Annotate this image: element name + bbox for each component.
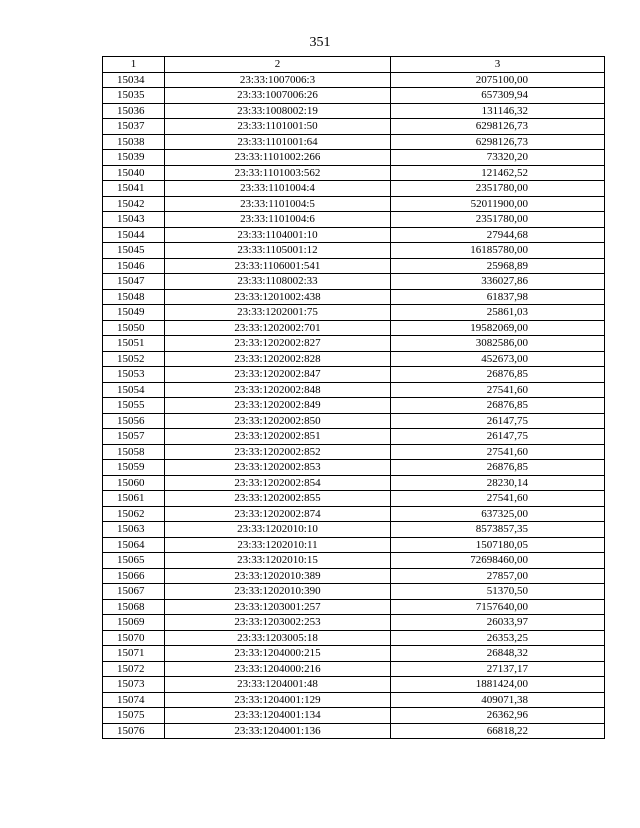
table-row xyxy=(103,413,605,429)
cadastral-number-cell: 23:33:1203001:257 xyxy=(165,599,391,615)
value-cell: 27541,60 xyxy=(391,444,605,460)
table-row xyxy=(103,274,605,290)
value-cell: 336027,86 xyxy=(391,274,605,290)
table-row xyxy=(103,119,605,135)
table-row xyxy=(103,367,605,383)
row-number-cell: 15066 xyxy=(103,568,165,584)
value-cell: 6298126,73 xyxy=(391,134,605,150)
cadastral-number-cell: 23:33:1101004:6 xyxy=(165,212,391,228)
value-cell: 26848,32 xyxy=(391,646,605,662)
cadastral-number-cell: 23:33:1104001:10 xyxy=(165,227,391,243)
table-row xyxy=(103,336,605,352)
table-row xyxy=(103,196,605,212)
cadastral-number-cell: 23:33:1202010:390 xyxy=(165,584,391,600)
row-number-cell: 15040 xyxy=(103,165,165,181)
cadastral-number-cell: 23:33:1105001:12 xyxy=(165,243,391,259)
table-header-row xyxy=(103,57,605,73)
row-number-cell: 15074 xyxy=(103,692,165,708)
value-cell: 26147,75 xyxy=(391,429,605,445)
row-number-cell: 15035 xyxy=(103,88,165,104)
table-row xyxy=(103,103,605,119)
value-cell: 51370,50 xyxy=(391,584,605,600)
cadastral-number-cell: 23:33:1204001:134 xyxy=(165,708,391,724)
row-number-cell: 15047 xyxy=(103,274,165,290)
value-cell: 131146,32 xyxy=(391,103,605,119)
row-number-cell: 15060 xyxy=(103,475,165,491)
table-row xyxy=(103,72,605,88)
row-number-cell: 15062 xyxy=(103,506,165,522)
table-row xyxy=(103,615,605,631)
row-number-cell: 15059 xyxy=(103,460,165,476)
value-cell: 1881424,00 xyxy=(391,677,605,693)
table-row xyxy=(103,134,605,150)
row-number-cell: 15045 xyxy=(103,243,165,259)
value-cell: 26362,96 xyxy=(391,708,605,724)
table-row xyxy=(103,181,605,197)
table-row xyxy=(103,537,605,553)
value-cell: 121462,52 xyxy=(391,165,605,181)
value-cell: 409071,38 xyxy=(391,692,605,708)
table-row xyxy=(103,398,605,414)
row-number-cell: 15054 xyxy=(103,382,165,398)
cadastral-number-cell: 23:33:1202002:853 xyxy=(165,460,391,476)
row-number-cell: 15070 xyxy=(103,630,165,646)
value-cell: 7157640,00 xyxy=(391,599,605,615)
cadastral-number-cell: 23:33:1202002:855 xyxy=(165,491,391,507)
cadastral-number-cell: 23:33:1202002:827 xyxy=(165,336,391,352)
table-row xyxy=(103,646,605,662)
table-row xyxy=(103,475,605,491)
table-row xyxy=(103,227,605,243)
value-cell: 27857,00 xyxy=(391,568,605,584)
cadastral-number-cell: 23:33:1007006:26 xyxy=(165,88,391,104)
cadastral-number-cell: 23:33:1204000:216 xyxy=(165,661,391,677)
value-cell: 26033,97 xyxy=(391,615,605,631)
registry-table xyxy=(102,56,605,739)
cadastral-number-cell: 23:33:1202010:10 xyxy=(165,522,391,538)
cadastral-number-cell: 23:33:1202002:874 xyxy=(165,506,391,522)
value-cell: 3082586,00 xyxy=(391,336,605,352)
value-cell: 61837,98 xyxy=(391,289,605,305)
cadastral-number-cell: 23:33:1202002:854 xyxy=(165,475,391,491)
table-row xyxy=(103,444,605,460)
row-number-cell: 15041 xyxy=(103,181,165,197)
row-number-cell: 15055 xyxy=(103,398,165,414)
table-row xyxy=(103,289,605,305)
table-row xyxy=(103,522,605,538)
cadastral-number-cell: 23:33:1204001:136 xyxy=(165,723,391,739)
cadastral-number-cell: 23:33:1101001:50 xyxy=(165,119,391,135)
value-cell: 2351780,00 xyxy=(391,181,605,197)
value-cell: 25861,03 xyxy=(391,305,605,321)
cadastral-number-cell: 23:33:1203002:253 xyxy=(165,615,391,631)
value-cell: 26353,25 xyxy=(391,630,605,646)
cadastral-number-cell: 23:33:1007006:3 xyxy=(165,72,391,88)
cadastral-number-cell: 23:33:1008002:19 xyxy=(165,103,391,119)
cadastral-number-cell: 23:33:1202010:15 xyxy=(165,553,391,569)
row-number-cell: 15048 xyxy=(103,289,165,305)
cadastral-number-cell: 23:33:1202002:850 xyxy=(165,413,391,429)
table-row xyxy=(103,460,605,476)
cadastral-number-cell: 23:33:1101004:4 xyxy=(165,181,391,197)
table-row xyxy=(103,258,605,274)
column-header-1: 1 xyxy=(103,57,165,73)
row-number-cell: 15064 xyxy=(103,537,165,553)
value-cell: 27137,17 xyxy=(391,661,605,677)
row-number-cell: 15049 xyxy=(103,305,165,321)
cadastral-number-cell: 23:33:1202002:851 xyxy=(165,429,391,445)
table-row xyxy=(103,150,605,166)
value-cell: 8573857,35 xyxy=(391,522,605,538)
table-row xyxy=(103,491,605,507)
row-number-cell: 15036 xyxy=(103,103,165,119)
table-row xyxy=(103,243,605,259)
value-cell: 28230,14 xyxy=(391,475,605,491)
table-row xyxy=(103,599,605,615)
table-row xyxy=(103,165,605,181)
value-cell: 73320,20 xyxy=(391,150,605,166)
row-number-cell: 15053 xyxy=(103,367,165,383)
cadastral-number-cell: 23:33:1108002:33 xyxy=(165,274,391,290)
table-row xyxy=(103,429,605,445)
cadastral-number-cell: 23:33:1202002:848 xyxy=(165,382,391,398)
table-row xyxy=(103,568,605,584)
value-cell: 1507180,05 xyxy=(391,537,605,553)
value-cell: 27944,68 xyxy=(391,227,605,243)
registry-table-body xyxy=(103,57,605,739)
value-cell: 452673,00 xyxy=(391,351,605,367)
table-row xyxy=(103,88,605,104)
row-number-cell: 15056 xyxy=(103,413,165,429)
table-row xyxy=(103,212,605,228)
value-cell: 27541,60 xyxy=(391,382,605,398)
cadastral-number-cell: 23:33:1202010:389 xyxy=(165,568,391,584)
table-row xyxy=(103,677,605,693)
value-cell: 27541,60 xyxy=(391,491,605,507)
value-cell: 66818,22 xyxy=(391,723,605,739)
table-row xyxy=(103,305,605,321)
row-number-cell: 15061 xyxy=(103,491,165,507)
row-number-cell: 15039 xyxy=(103,150,165,166)
value-cell: 26147,75 xyxy=(391,413,605,429)
row-number-cell: 15051 xyxy=(103,336,165,352)
row-number-cell: 15069 xyxy=(103,615,165,631)
value-cell: 25968,89 xyxy=(391,258,605,274)
cadastral-number-cell: 23:33:1202002:701 xyxy=(165,320,391,336)
cadastral-number-cell: 23:33:1101003:562 xyxy=(165,165,391,181)
value-cell: 657309,94 xyxy=(391,88,605,104)
value-cell: 26876,85 xyxy=(391,398,605,414)
cadastral-number-cell: 23:33:1204001:48 xyxy=(165,677,391,693)
cadastral-number-cell: 23:33:1202002:828 xyxy=(165,351,391,367)
cadastral-number-cell: 23:33:1202002:849 xyxy=(165,398,391,414)
column-header-3: 3 xyxy=(391,57,605,73)
cadastral-number-cell: 23:33:1201002:438 xyxy=(165,289,391,305)
page-number: 351 xyxy=(309,35,331,50)
value-cell: 26876,85 xyxy=(391,460,605,476)
row-number-cell: 15071 xyxy=(103,646,165,662)
row-number-cell: 15065 xyxy=(103,553,165,569)
value-cell: 52011900,00 xyxy=(391,196,605,212)
row-number-cell: 15067 xyxy=(103,584,165,600)
value-cell: 637325,00 xyxy=(391,506,605,522)
row-number-cell: 15076 xyxy=(103,723,165,739)
row-number-cell: 15043 xyxy=(103,212,165,228)
row-number-cell: 15037 xyxy=(103,119,165,135)
table-row xyxy=(103,692,605,708)
cadastral-number-cell: 23:33:1101002:266 xyxy=(165,150,391,166)
cadastral-number-cell: 23:33:1106001:541 xyxy=(165,258,391,274)
column-header-2: 2 xyxy=(165,57,391,73)
cadastral-number-cell: 23:33:1203005:18 xyxy=(165,630,391,646)
table-row xyxy=(103,630,605,646)
cadastral-number-cell: 23:33:1202002:852 xyxy=(165,444,391,460)
table-row xyxy=(103,661,605,677)
cadastral-number-cell: 23:33:1204001:129 xyxy=(165,692,391,708)
table-row xyxy=(103,584,605,600)
table-row xyxy=(103,506,605,522)
cadastral-number-cell: 23:33:1202002:847 xyxy=(165,367,391,383)
value-cell: 16185780,00 xyxy=(391,243,605,259)
row-number-cell: 15044 xyxy=(103,227,165,243)
row-number-cell: 15058 xyxy=(103,444,165,460)
row-number-cell: 15042 xyxy=(103,196,165,212)
row-number-cell: 15057 xyxy=(103,429,165,445)
row-number-cell: 15072 xyxy=(103,661,165,677)
table-row xyxy=(103,320,605,336)
table-row xyxy=(103,723,605,739)
table-row xyxy=(103,382,605,398)
value-cell: 2075100,00 xyxy=(391,72,605,88)
cadastral-number-cell: 23:33:1101004:5 xyxy=(165,196,391,212)
table-row xyxy=(103,708,605,724)
row-number-cell: 15068 xyxy=(103,599,165,615)
row-number-cell: 15034 xyxy=(103,72,165,88)
value-cell: 6298126,73 xyxy=(391,119,605,135)
table-row xyxy=(103,351,605,367)
cadastral-number-cell: 23:33:1101001:64 xyxy=(165,134,391,150)
row-number-cell: 15052 xyxy=(103,351,165,367)
cadastral-number-cell: 23:33:1202001:75 xyxy=(165,305,391,321)
row-number-cell: 15075 xyxy=(103,708,165,724)
table-row xyxy=(103,553,605,569)
value-cell: 72698460,00 xyxy=(391,553,605,569)
row-number-cell: 15050 xyxy=(103,320,165,336)
value-cell: 26876,85 xyxy=(391,367,605,383)
cadastral-number-cell: 23:33:1202010:11 xyxy=(165,537,391,553)
row-number-cell: 15038 xyxy=(103,134,165,150)
row-number-cell: 15073 xyxy=(103,677,165,693)
row-number-cell: 15063 xyxy=(103,522,165,538)
row-number-cell: 15046 xyxy=(103,258,165,274)
cadastral-number-cell: 23:33:1204000:215 xyxy=(165,646,391,662)
value-cell: 19582069,00 xyxy=(391,320,605,336)
value-cell: 2351780,00 xyxy=(391,212,605,228)
